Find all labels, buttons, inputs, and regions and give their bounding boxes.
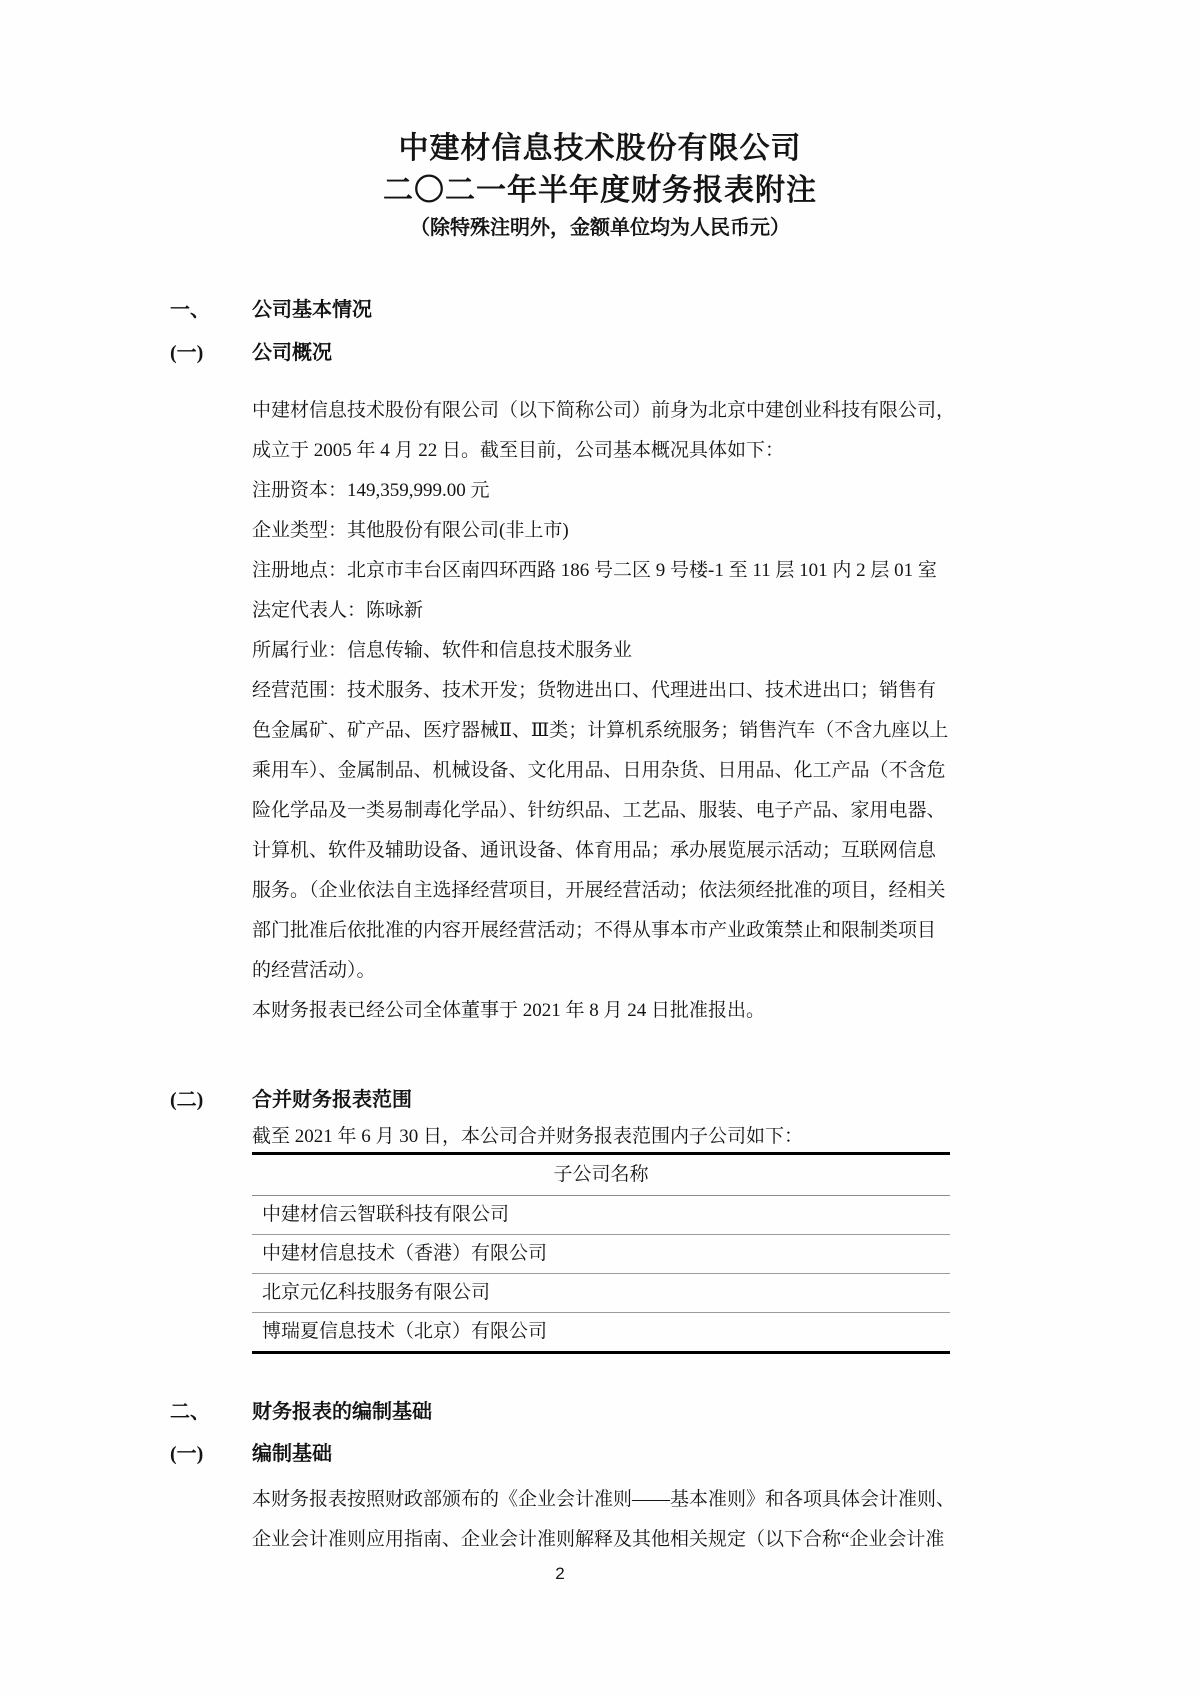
paragraph-line: 中建材信息技术股份有限公司（以下简称公司）前身为北京中建创业科技有限公司， (252, 400, 956, 421)
paragraph-line: 所属行业：信息传输、软件和信息技术服务业 (252, 640, 633, 661)
paragraph-line: 乘用车）、金属制品、机械设备、文化用品、日用杂货、日用品、化工产品（不含危 (252, 760, 946, 781)
section2-heading (170, 1398, 950, 1426)
section1-sub1-number: (一) (170, 342, 204, 364)
section1-sub1-title: 公司概况 (252, 342, 332, 364)
subsidiary-table-header: 子公司名称 (252, 1155, 950, 1196)
paragraph-line: 经营范围：技术服务、技术开发；货物进出口、代理进出口、技术进出口；销售有 (252, 680, 937, 701)
paragraph-line: 注册资本：149,359,999.00 元 (252, 480, 490, 501)
paragraph-line: 色金属矿、矿产品、医疗器械Ⅱ、Ⅲ类；计算机系统服务；销售汽车（不含九座以上 (252, 720, 949, 741)
section2-sub1-number: (一) (170, 1443, 204, 1465)
document-content (0, 296, 1200, 1586)
approval-statement: 本财务报表已经公司全体董事于 2021 年 8 月 24 日批准报出。 (252, 1000, 766, 1021)
paragraph-line: 法定代表人：陈咏新 (252, 600, 424, 621)
paragraph-line: 企业会计准则应用指南、企业会计准则解释及其他相关规定（以下合称“企业会计准 (252, 1529, 945, 1550)
section1-sub2-title: 合并财务报表范围 (252, 1089, 412, 1111)
subsidiary-table (252, 1152, 950, 1354)
table-row: 博瑞夏信息技术（北京）有限公司 (262, 1321, 548, 1342)
paragraph-line: 计算机、软件及辅助设备、通讯设备、体育用品；承办展览展示活动；互联网信息 (252, 840, 937, 861)
paragraph-line: 部门批准后依批准的内容开展经营活动；不得从事本市产业政策禁止和限制类项目 (252, 920, 937, 941)
paragraph-line: 成立于 2005 年 4 月 22 日。截至目前，公司基本概况具体如下： (252, 440, 785, 461)
paragraph-line: 服务。（企业依法自主选择经营项目，开展经营活动；依法须经批准的项目，经相关 (252, 880, 946, 901)
title-block (0, 0, 1200, 244)
section1-title: 公司基本情况 (252, 299, 372, 321)
paragraph-line: 险化学品及一类易制毒化学品）、针纺织品、工艺品、服装、电子产品、家用电器、 (252, 800, 946, 821)
paragraph-line: 本财务报表按照财政部颁布的《企业会计准则——基本准则》和各项具体会计准则、 (252, 1489, 956, 1510)
table-row: 北京元亿科技服务有限公司 (252, 1274, 950, 1313)
section2-title: 财务报表的编制基础 (252, 1401, 432, 1423)
paragraph-line: 的经营活动）。 (252, 960, 376, 981)
currency-note: （除特殊注明外，金额单位均为人民币元） (410, 217, 790, 239)
preparation-basis-paragraph (252, 1480, 956, 1560)
document-title: 中建材信息技术股份有限公司 (398, 132, 802, 165)
page-number: 2 (555, 1564, 565, 1583)
paragraph-line: 注册地点：北京市丰台区南四环西路 186 号二区 9 号楼-1 至 11 层 101 内 2 层 01 室 (252, 560, 937, 581)
section1-number: 一、 (170, 299, 210, 321)
section2-sub1-heading (170, 1440, 950, 1468)
company-overview-paragraph (252, 391, 956, 1031)
section2-sub1-title: 编制基础 (252, 1443, 332, 1465)
subsidiary-table-intro: 截至 2021 年 6 月 30 日，本公司合并财务报表范围内子公司如下： (252, 1126, 804, 1147)
section2-number: 二、 (170, 1401, 210, 1423)
section1-heading (170, 296, 950, 324)
section1-sub2-heading (170, 1086, 950, 1114)
section1-sub1-heading (170, 339, 950, 367)
document-subtitle: 二〇二一年半年度财务报表附注 (383, 174, 817, 207)
table-row: 中建材信息技术（香港）有限公司 (252, 1235, 950, 1274)
paragraph-line: 企业类型：其他股份有限公司(非上市) (252, 520, 569, 541)
section1-sub2-number: (二) (170, 1089, 204, 1111)
table-row: 中建材信云智联科技有限公司 (252, 1196, 950, 1235)
